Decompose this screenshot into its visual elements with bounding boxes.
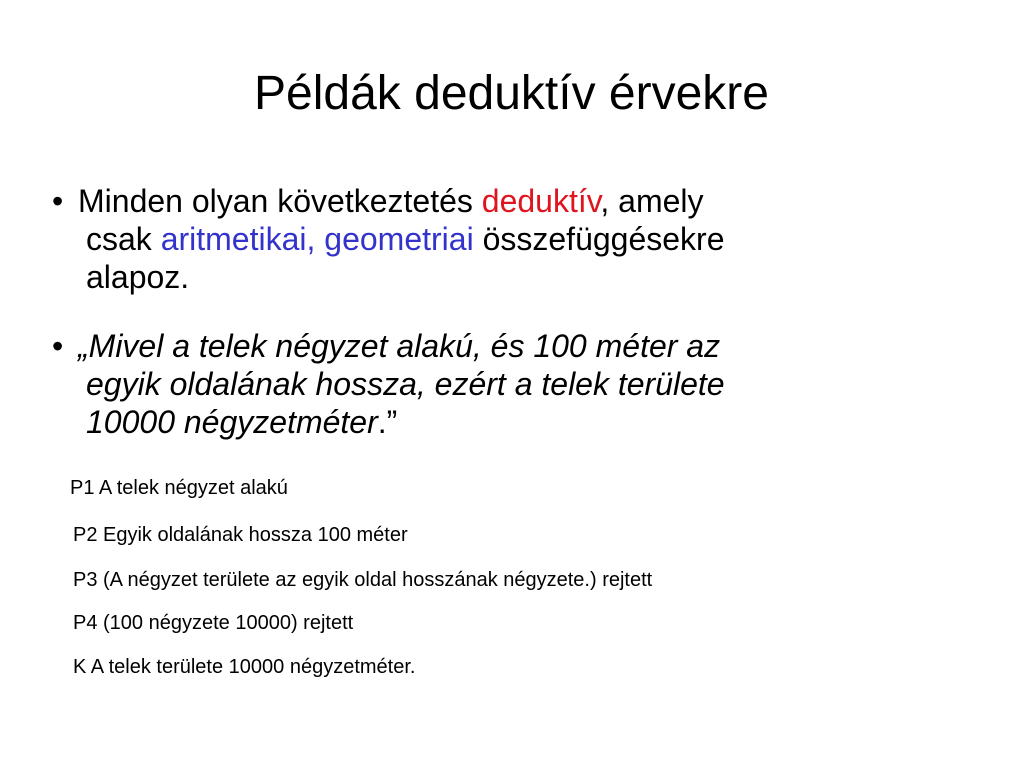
premise-p2: P2 Egyik oldalának hossza 100 méter — [73, 524, 408, 546]
bullet2-text-line3: 10000 négyzetméter — [86, 404, 378, 440]
bullet-icon: • — [52, 328, 64, 364]
bullet-icon: • — [52, 183, 64, 219]
bullet1-text-part3: csak — [86, 221, 161, 257]
bullet-example-quote — [52, 327, 932, 441]
bullet1-line3 — [52, 258, 932, 296]
premise-p1: P1 A telek négyzet alakú — [70, 477, 288, 499]
conclusion-k: K A telek területe 10000 négyzetméter. — [73, 656, 416, 678]
bullet1-highlight-aritmetikai: aritmetikai, geometriai — [160, 221, 474, 257]
bullet1-text-part2: , amely — [600, 183, 704, 219]
bullet2-line3 — [52, 403, 932, 441]
bullet2-text-end: .” — [377, 404, 398, 440]
bullet2-text-line2: egyik oldalának hossza, ezért a telek területe — [86, 366, 725, 402]
slide-title: Példák deduktív érvekre — [254, 67, 769, 120]
premise-p4: P4 (100 négyzete 10000) rejtett — [73, 612, 354, 634]
bullet2-line2 — [52, 365, 932, 403]
bullet1-line1 — [52, 182, 932, 220]
bullet1-highlight-deduktiv: deduktív — [481, 183, 601, 219]
bullet-deductive-definition — [52, 182, 932, 296]
bullet1-text-part4: összefüggésekre — [473, 221, 725, 257]
bullet2-line1 — [52, 327, 932, 365]
premise-p3: P3 (A négyzet területe az egyik oldal hosszának négyzete.) rejtett — [73, 569, 653, 591]
bullet1-text-part5: alapoz. — [86, 259, 190, 295]
bullet1-line2 — [52, 220, 932, 258]
bullet2-text-line1: „Mivel a telek négyzet alakú, és 100 méter az — [78, 328, 721, 364]
bullet1-text-part1: Minden olyan következtetés — [78, 183, 482, 219]
